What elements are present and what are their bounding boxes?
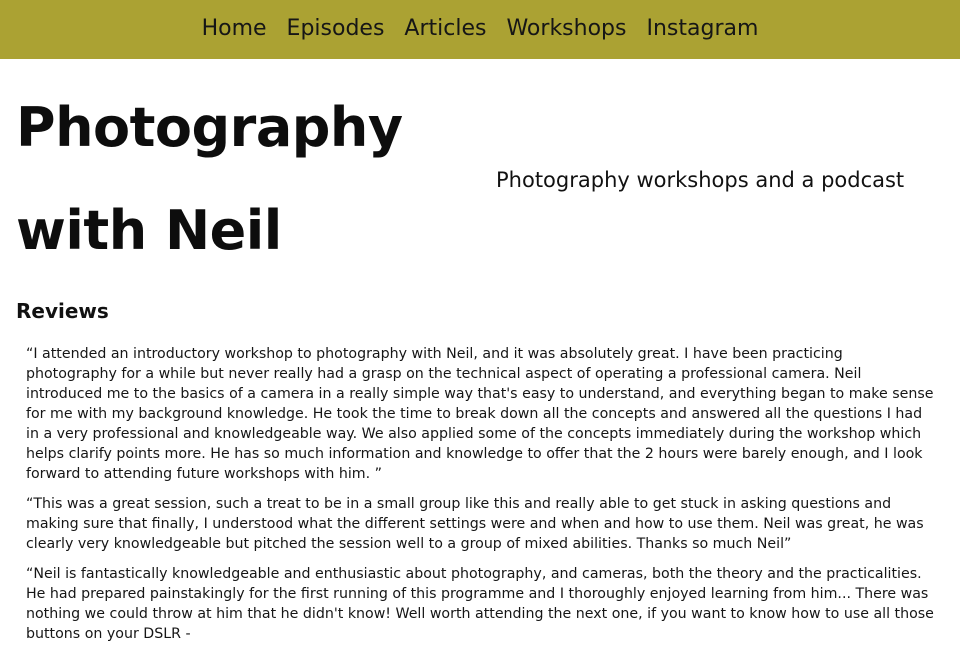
review-item: “This was a great session, such a treat to be in a small group like this and really able to get stuck in asking questions and making sure that finally, I understood what the different settings were and when and how to use them. Neil was great, he was clearly very knowledgeable but pitched the session well to a group of mixed abilities. Thanks so much Neil” [26,496,924,552]
nav-link-workshops[interactable]: Workshops [506,15,627,41]
site-title: Photography with Neil [16,96,403,262]
site-tagline: Photography workshops and a podcast [496,168,905,192]
top-navigation [0,0,960,59]
nav-link-episodes[interactable]: Episodes [286,15,385,41]
reviews-heading: Reviews [16,299,109,323]
reviews-list [26,344,936,654]
nav-link-instagram[interactable]: Instagram [646,15,759,41]
review-item: “Neil is fantastically knowledgeable and enthusiastic about photography, and cameras, both the theory and the practicalities. He had prepared painstakingly for the first running of this programme and I thoroughly enjoyed learning from him... There was nothing we could throw at him that he didn't know! Well worth attending the next one, if you want to know how to use all those buttons on your DSLR - [26,566,934,642]
nav-link-articles[interactable]: Articles [404,15,487,41]
nav-link-home[interactable]: Home [201,15,267,41]
review-item: “I attended an introductory workshop to photography with Neil, and it was absolutely great. I have been practicing photography for a while but never really had a grasp on the technical aspect of operating a professional camera. Neil introduced me to the basics of a camera in a really simple way that's easy to understand, and everything began to make sense for me with my background knowledge. He took the time to break down all the concepts and answered all the questions I had in a very professional and knowledgeable way. We also applied some of the concepts immediately during the workshop which helps clarify points more. He has so much information and knowledge to offer that the 2 hours were barely enough, and I look forward to attending future workshops with him. ” [26,346,934,482]
